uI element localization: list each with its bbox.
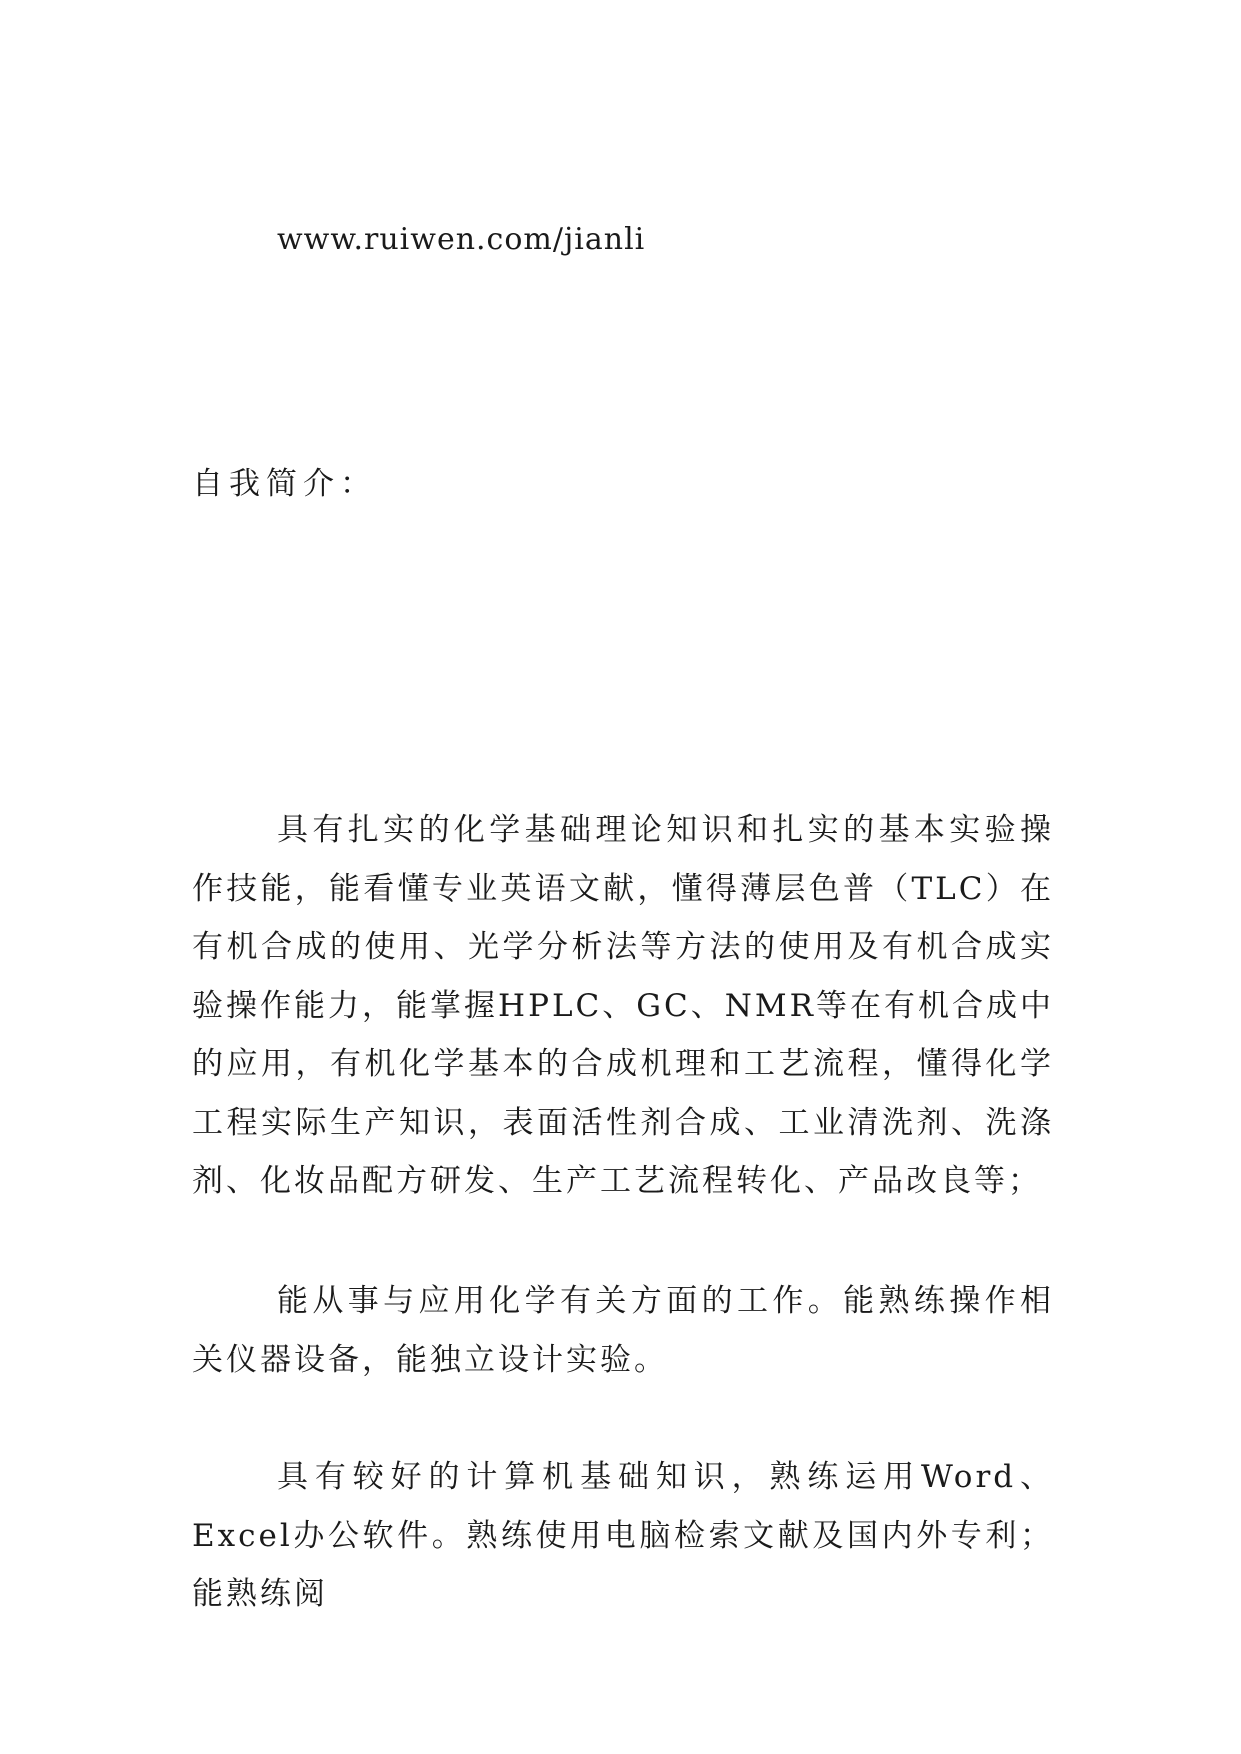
paragraph-chemistry-skills: 具有扎实的化学基础理论知识和扎实的基本实验操作技能，能看懂专业英语文献，懂得薄层色普（TLC）在有机合成的使用、光学分析法等方法的使用及有机合成实验操作能力，能掌握HPLC、GC、NMR等在有机合成中的应用，有机化学基本的合成机理和工艺流程，懂得化学工程实际生产知识，表面活性剂合成、工业清洗剂、洗涤剂、化妆品配方研发、生产工艺流程转化、产品改良等； <box>192 812 1054 1199</box>
paragraph-work-ability: 能从事与应用化学有关方面的工作。能熟练操作相关仪器设备，能独立设计实验。 <box>192 1283 1054 1378</box>
source-url: www.ruiwen.com/jianli <box>277 222 646 257</box>
paragraph-computer-skills: 具有较好的计算机基础知识，熟练运用Word、Excel办公软件。熟练使用电脑检索文献及国内外专利；能熟练阅 <box>192 1459 1054 1612</box>
section-heading: 自我简介： <box>192 466 377 502</box>
